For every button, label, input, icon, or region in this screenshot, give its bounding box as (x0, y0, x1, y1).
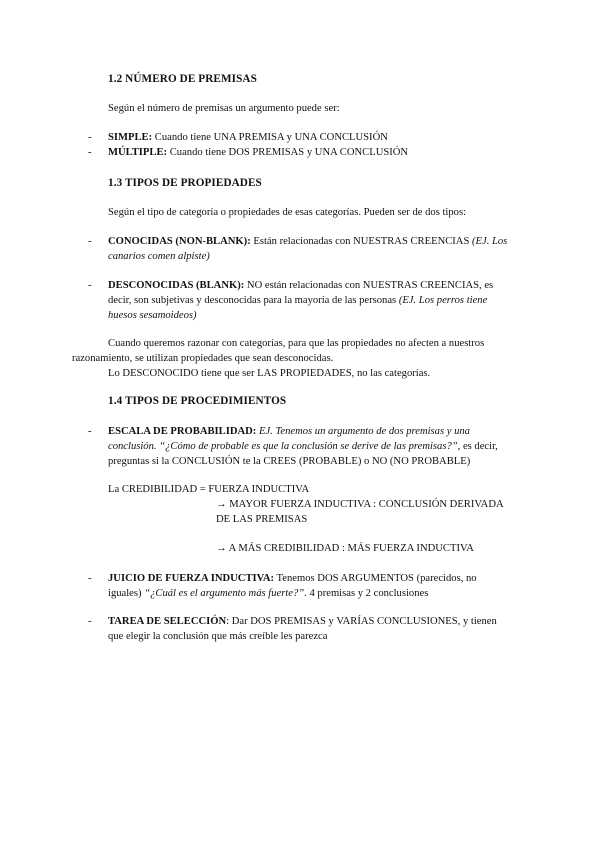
example-text: “¿Cuál es el argumento más fuerte?” (144, 588, 305, 599)
note-line: Lo DESCONOCIDO tiene que ser LAS PROPIEDADES, no las categorías. (108, 368, 431, 379)
bullet-marker: - (88, 616, 92, 627)
bullet-marker: - (88, 573, 92, 584)
bullet-marker: - (88, 147, 92, 158)
list-item-text: iguales) (108, 588, 145, 599)
bullet-marker: - (88, 280, 92, 291)
list-item-text: . 4 premisas y 2 conclusiones (304, 588, 429, 599)
bullet-marker: - (88, 132, 92, 143)
section-intro-1-3: Según el tipo de categoría o propiedades de esas categorías. Pueden ser de dos tipos: (108, 207, 467, 218)
list-item-text: decir, son subjetivas y desconocidas para la mayoría de las personas (108, 295, 399, 306)
list-item-text: Están relacionadas con NUESTRAS CREENCIAS (250, 236, 472, 247)
list-item-conocidas (108, 234, 533, 264)
section-heading-1-2: 1.2 NÚMERO DE PREMISAS (108, 73, 257, 85)
list-item-term: MÚLTIPLE: (108, 147, 168, 158)
bullet-marker: - (88, 236, 92, 247)
example-text: conclusión. “¿Cómo de probable es que la conclusión se derive de las premisas?” (108, 441, 458, 452)
list-item-text: que elegir la conclusión que más creíble les parezca (108, 631, 328, 642)
list-item-text: , es decir, (457, 441, 498, 452)
list-item-text: Cuando tiene DOS PREMISAS y UNA CONCLUSIÓN (167, 147, 409, 158)
list-item-tarea (108, 614, 533, 644)
example-text: EJ. Tenemos un argumento de dos premisas y una (256, 426, 470, 437)
list-item-text: Tenemos DOS ARGUMENTOS (parecidos, no (274, 573, 477, 584)
section-heading-1-3: 1.3 TIPOS DE PROPIEDADES (108, 177, 262, 189)
list-item-multiple (108, 145, 533, 160)
list-item-desconocidas (108, 278, 533, 323)
formula-line: La CREDIBILIDAD = FUERZA INDUCTIVA (108, 484, 310, 495)
list-item-term: DESCONOCIDAS (BLANK): (108, 280, 245, 291)
section-intro-1-2: Según el número de premisas un argumento puede ser: (108, 103, 340, 114)
list-item-juicio (108, 571, 533, 601)
example-text: canarios comen alpiste) (108, 251, 210, 262)
note-line: razonamiento, se utilizan propiedades que sean desconocidas. (72, 353, 334, 364)
list-item-term: ESCALA DE PROBABILIDAD: (108, 426, 257, 437)
note-line: Cuando queremos razonar con categorías, para que las propiedades no afecten a nuestros (108, 338, 485, 349)
example-text: (EJ. Los (472, 236, 508, 247)
list-item-term: TAREA DE SELECCIÓN (108, 616, 227, 627)
arrow-line (216, 497, 536, 527)
arrow-text: DE LAS PREMISAS (216, 514, 308, 525)
arrow-line: → A MÁS CREDIBILIDAD : MÁS FUERZA INDUCTIVA (216, 543, 474, 554)
arrow-text: → MAYOR FUERZA INDUCTIVA : CONCLUSIÓN DERIVADA (216, 499, 504, 510)
list-item-text: : Dar DOS PREMISAS y VARÍAS CONCLUSIONES, y tienen (226, 616, 497, 627)
list-item-term: SIMPLE: (108, 132, 153, 143)
bullet-marker: - (88, 426, 92, 437)
example-text: huesos sesamoideos) (108, 310, 197, 321)
list-item-term: CONOCIDAS (NON-BLANK): (108, 236, 251, 247)
section-heading-1-4: 1.4 TIPOS DE PROCEDIMIENTOS (108, 395, 287, 407)
list-item-text: preguntas si la CONCLUSIÓN te la CREES (PROBABLE) o NO (NO PROBABLE) (108, 456, 471, 467)
list-item-text: Cuando tiene UNA PREMISA y UNA CONCLUSIÓN (152, 132, 388, 143)
list-item-simple (108, 130, 533, 145)
list-item-escala (108, 424, 533, 469)
list-item-text: NO están relacionadas con NUESTRAS CREENCIAS, es (244, 280, 494, 291)
list-item-term: JUICIO DE FUERZA INDUCTIVA: (108, 573, 275, 584)
example-text: (EJ. Los perros tiene (398, 295, 488, 306)
